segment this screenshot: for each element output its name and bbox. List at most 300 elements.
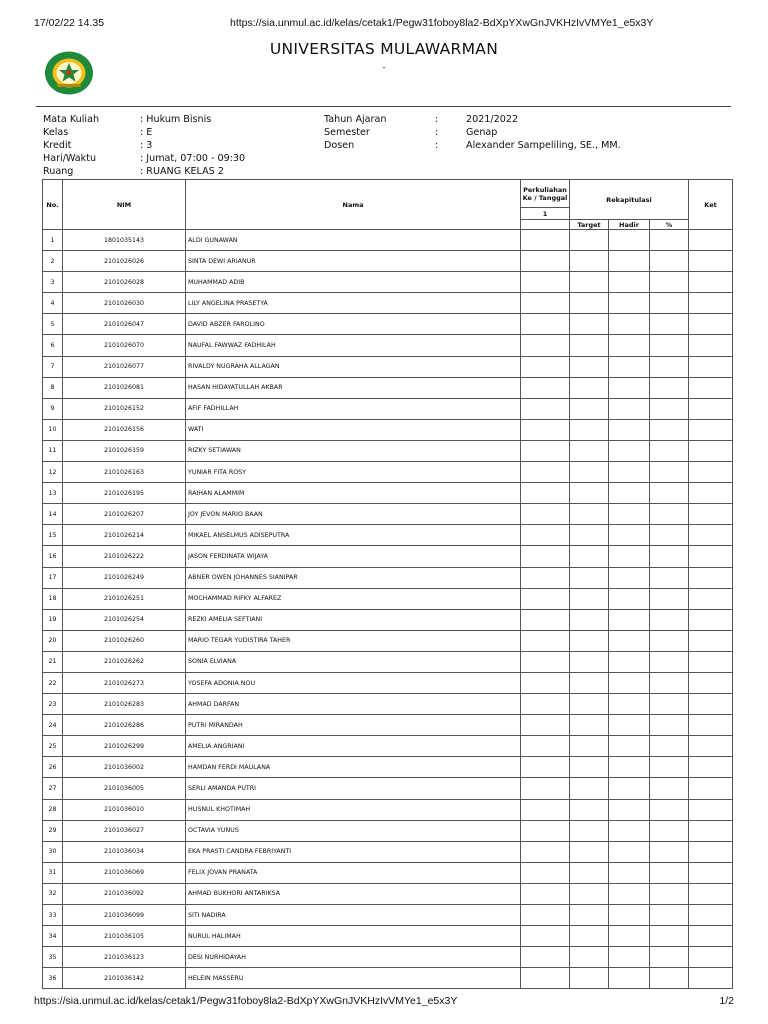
row-meeting-1 bbox=[521, 398, 570, 419]
row-ket bbox=[689, 799, 733, 820]
dosen-colon: : bbox=[435, 140, 439, 151]
info-row-1 bbox=[43, 114, 733, 127]
row-hadir bbox=[609, 926, 650, 947]
row-nim: 2101026028 bbox=[63, 272, 186, 293]
row-no: 32 bbox=[43, 883, 63, 904]
row-percent bbox=[650, 715, 689, 736]
row-meeting-1 bbox=[521, 546, 570, 567]
row-hadir bbox=[609, 335, 650, 356]
row-ket bbox=[689, 356, 733, 377]
table-row bbox=[43, 968, 733, 989]
row-nim: 2101026159 bbox=[63, 440, 186, 461]
row-nim: 2101036002 bbox=[63, 757, 186, 778]
row-ket bbox=[689, 483, 733, 504]
row-nama: HUSNUL KHOTIMAH bbox=[186, 799, 521, 820]
row-percent bbox=[650, 672, 689, 693]
header-ket: Ket bbox=[689, 180, 733, 230]
row-nama: MARIO TEGAR YUDISTIRA TAHER bbox=[186, 630, 521, 651]
row-no: 22 bbox=[43, 672, 63, 693]
row-ket bbox=[689, 525, 733, 546]
header-meeting-number: 1 bbox=[521, 208, 570, 220]
semester-label: Semester bbox=[324, 127, 370, 138]
row-nama: HAMDAN FERDI MAULANA bbox=[186, 757, 521, 778]
table-row bbox=[43, 905, 733, 926]
row-meeting-1 bbox=[521, 715, 570, 736]
row-percent bbox=[650, 883, 689, 904]
row-no: 29 bbox=[43, 820, 63, 841]
row-nama: NAUFAL FAWWAZ FADHILAH bbox=[186, 335, 521, 356]
row-nim: 2101026077 bbox=[63, 356, 186, 377]
row-nama: PUTRI MIRANDAH bbox=[186, 715, 521, 736]
row-no: 19 bbox=[43, 609, 63, 630]
row-nama: OCTAVIA YUNUS bbox=[186, 820, 521, 841]
row-target bbox=[570, 588, 609, 609]
row-no: 17 bbox=[43, 567, 63, 588]
row-ket bbox=[689, 335, 733, 356]
row-ket bbox=[689, 905, 733, 926]
row-nim: 2101026286 bbox=[63, 715, 186, 736]
row-ket bbox=[689, 251, 733, 272]
row-target bbox=[570, 377, 609, 398]
row-nama: AFIF FADHILLAH bbox=[186, 398, 521, 419]
row-nama: ALDI GUNAWAN bbox=[186, 230, 521, 251]
row-percent bbox=[650, 799, 689, 820]
tahun-ajaran-label: Tahun Ajaran bbox=[324, 114, 387, 125]
header-perkuliahan: Perkuliahan Ke / Tanggal bbox=[521, 180, 570, 208]
row-nama: WATI bbox=[186, 419, 521, 440]
row-meeting-1 bbox=[521, 377, 570, 398]
row-target bbox=[570, 841, 609, 862]
row-percent bbox=[650, 251, 689, 272]
row-hadir bbox=[609, 883, 650, 904]
row-ket bbox=[689, 630, 733, 651]
row-no: 21 bbox=[43, 651, 63, 672]
row-meeting-1 bbox=[521, 293, 570, 314]
row-nama: JOY JEVON MARIO BAAN bbox=[186, 504, 521, 525]
row-nim: 2101026207 bbox=[63, 504, 186, 525]
table-row bbox=[43, 335, 733, 356]
row-percent bbox=[650, 947, 689, 968]
page-number: 1/2 bbox=[719, 995, 734, 1007]
row-ket bbox=[689, 968, 733, 989]
mata-kuliah-label: Mata Kuliah bbox=[43, 114, 100, 125]
row-percent bbox=[650, 757, 689, 778]
row-percent bbox=[650, 609, 689, 630]
row-target bbox=[570, 905, 609, 926]
row-hadir bbox=[609, 567, 650, 588]
row-meeting-1 bbox=[521, 588, 570, 609]
row-meeting-1 bbox=[521, 968, 570, 989]
row-nim: 2101026260 bbox=[63, 630, 186, 651]
row-nim: 2101036034 bbox=[63, 841, 186, 862]
row-ket bbox=[689, 715, 733, 736]
row-no: 4 bbox=[43, 293, 63, 314]
table-row bbox=[43, 883, 733, 904]
row-percent bbox=[650, 398, 689, 419]
row-percent bbox=[650, 567, 689, 588]
row-target bbox=[570, 398, 609, 419]
row-percent bbox=[650, 504, 689, 525]
row-target bbox=[570, 778, 609, 799]
row-no: 34 bbox=[43, 926, 63, 947]
info-row-3 bbox=[43, 140, 733, 153]
tahun-ajaran-value: 2021/2022 bbox=[466, 114, 519, 125]
row-no: 10 bbox=[43, 419, 63, 440]
table-row bbox=[43, 546, 733, 567]
row-nama: SONIA ELVIANA bbox=[186, 651, 521, 672]
header-percent: % bbox=[650, 220, 689, 230]
row-nama: HELEIN MASSERU bbox=[186, 968, 521, 989]
row-ket bbox=[689, 293, 733, 314]
row-no: 2 bbox=[43, 251, 63, 272]
row-hadir bbox=[609, 630, 650, 651]
kredit-value: : 3 bbox=[140, 140, 153, 151]
row-target bbox=[570, 525, 609, 546]
table-row bbox=[43, 672, 733, 693]
row-nama: FELIX JOVAN PRANATA bbox=[186, 862, 521, 883]
row-no: 9 bbox=[43, 398, 63, 419]
semester-value: Genap bbox=[466, 127, 498, 138]
row-percent bbox=[650, 736, 689, 757]
row-target bbox=[570, 230, 609, 251]
hari-waktu-value: : Jumat, 07:00 - 09:30 bbox=[140, 153, 246, 164]
row-nim: 2101026251 bbox=[63, 588, 186, 609]
row-percent bbox=[650, 314, 689, 335]
row-target bbox=[570, 799, 609, 820]
row-meeting-1 bbox=[521, 926, 570, 947]
row-target bbox=[570, 567, 609, 588]
row-hadir bbox=[609, 905, 650, 926]
row-hadir bbox=[609, 588, 650, 609]
row-percent bbox=[650, 820, 689, 841]
row-no: 20 bbox=[43, 630, 63, 651]
attendance-rows bbox=[43, 230, 733, 989]
table-row bbox=[43, 799, 733, 820]
row-no: 5 bbox=[43, 314, 63, 335]
row-nim: 2101036069 bbox=[63, 862, 186, 883]
table-row bbox=[43, 820, 733, 841]
row-meeting-1 bbox=[521, 356, 570, 377]
row-ket bbox=[689, 694, 733, 715]
table-row bbox=[43, 841, 733, 862]
row-no: 11 bbox=[43, 440, 63, 461]
row-nim: 2101036123 bbox=[63, 947, 186, 968]
row-ket bbox=[689, 778, 733, 799]
row-percent bbox=[650, 419, 689, 440]
row-ket bbox=[689, 398, 733, 419]
row-nama: AHMAD BUKHORI ANTARIKSA bbox=[186, 883, 521, 904]
row-meeting-1 bbox=[521, 504, 570, 525]
row-ket bbox=[689, 567, 733, 588]
row-nama: SINTA DEWI ARIANUR bbox=[186, 251, 521, 272]
row-meeting-1 bbox=[521, 841, 570, 862]
row-meeting-1 bbox=[521, 651, 570, 672]
row-target bbox=[570, 335, 609, 356]
row-hadir bbox=[609, 483, 650, 504]
row-target bbox=[570, 546, 609, 567]
row-no: 1 bbox=[43, 230, 63, 251]
row-percent bbox=[650, 335, 689, 356]
kelas-label: Kelas bbox=[43, 127, 69, 138]
row-percent bbox=[650, 968, 689, 989]
row-meeting-1 bbox=[521, 483, 570, 504]
row-nim: 2101026030 bbox=[63, 293, 186, 314]
row-nama: MIKAEL ANSELMUS ADISEPUTRA bbox=[186, 525, 521, 546]
row-nama: ABNER OWEN JOHANNES SIANIPAR bbox=[186, 567, 521, 588]
row-percent bbox=[650, 694, 689, 715]
row-target bbox=[570, 440, 609, 461]
row-ket bbox=[689, 736, 733, 757]
row-hadir bbox=[609, 462, 650, 483]
table-row bbox=[43, 377, 733, 398]
dosen-value: Alexander Sampeliling, SE., MM. bbox=[466, 140, 621, 151]
row-target bbox=[570, 504, 609, 525]
row-meeting-1 bbox=[521, 799, 570, 820]
info-row-2 bbox=[43, 127, 733, 140]
table-row bbox=[43, 398, 733, 419]
row-target bbox=[570, 736, 609, 757]
row-percent bbox=[650, 778, 689, 799]
table-row bbox=[43, 230, 733, 251]
row-target bbox=[570, 820, 609, 841]
row-nama: RAIHAN ALAMMIM bbox=[186, 483, 521, 504]
dosen-label: Dosen bbox=[324, 140, 355, 151]
table-row bbox=[43, 272, 733, 293]
row-meeting-1 bbox=[521, 272, 570, 293]
row-meeting-1 bbox=[521, 440, 570, 461]
row-hadir bbox=[609, 230, 650, 251]
row-hadir bbox=[609, 546, 650, 567]
table-row bbox=[43, 356, 733, 377]
row-nama: SITI NADIRA bbox=[186, 905, 521, 926]
row-ket bbox=[689, 462, 733, 483]
row-nim: 2101026214 bbox=[63, 525, 186, 546]
row-ket bbox=[689, 862, 733, 883]
info-row-5 bbox=[43, 166, 733, 179]
row-no: 33 bbox=[43, 905, 63, 926]
row-no: 36 bbox=[43, 968, 63, 989]
row-meeting-1 bbox=[521, 778, 570, 799]
row-no: 14 bbox=[43, 504, 63, 525]
row-nama: RIZKY SETIAWAN bbox=[186, 440, 521, 461]
print-header bbox=[34, 17, 734, 31]
row-nim: 2101026254 bbox=[63, 609, 186, 630]
table-row bbox=[43, 778, 733, 799]
row-nama: AHMAD DARFAN bbox=[186, 694, 521, 715]
row-nama: DAVID ABZER FAROLINO bbox=[186, 314, 521, 335]
row-hadir bbox=[609, 440, 650, 461]
row-ket bbox=[689, 588, 733, 609]
table-row bbox=[43, 251, 733, 272]
row-nama: LILY ANGELINA PRASETYA bbox=[186, 293, 521, 314]
info-row-4 bbox=[43, 153, 733, 166]
row-nama: JASON FERDINATA WIJAYA bbox=[186, 546, 521, 567]
row-nim: 1801035143 bbox=[63, 230, 186, 251]
row-percent bbox=[650, 926, 689, 947]
row-nim: 2101026163 bbox=[63, 462, 186, 483]
row-ket bbox=[689, 272, 733, 293]
row-nama: AMELIA ANGRIANI bbox=[186, 736, 521, 757]
row-ket bbox=[689, 419, 733, 440]
print-date: 17/02/22 14.35 bbox=[34, 17, 105, 29]
row-meeting-1 bbox=[521, 736, 570, 757]
header-no: No. bbox=[43, 180, 63, 230]
row-no: 35 bbox=[43, 947, 63, 968]
row-target bbox=[570, 757, 609, 778]
row-percent bbox=[650, 841, 689, 862]
row-ket bbox=[689, 883, 733, 904]
row-hadir bbox=[609, 419, 650, 440]
row-nim: 2101036099 bbox=[63, 905, 186, 926]
row-target bbox=[570, 715, 609, 736]
table-row bbox=[43, 588, 733, 609]
row-nim: 2101036005 bbox=[63, 778, 186, 799]
row-meeting-1 bbox=[521, 567, 570, 588]
row-nama: SERLI AMANDA PUTRI bbox=[186, 778, 521, 799]
row-ket bbox=[689, 672, 733, 693]
table-row bbox=[43, 651, 733, 672]
table-row bbox=[43, 462, 733, 483]
row-hadir bbox=[609, 672, 650, 693]
table-row bbox=[43, 440, 733, 461]
row-target bbox=[570, 926, 609, 947]
row-ket bbox=[689, 440, 733, 461]
row-percent bbox=[650, 230, 689, 251]
row-nim: 2101036027 bbox=[63, 820, 186, 841]
row-meeting-1 bbox=[521, 251, 570, 272]
row-percent bbox=[650, 293, 689, 314]
attendance-table bbox=[42, 179, 733, 989]
row-nama: REZKI AMELIA SEFTIANI bbox=[186, 609, 521, 630]
row-target bbox=[570, 419, 609, 440]
row-percent bbox=[650, 905, 689, 926]
header-divider bbox=[36, 106, 731, 107]
row-ket bbox=[689, 314, 733, 335]
row-hadir bbox=[609, 778, 650, 799]
row-target bbox=[570, 609, 609, 630]
row-meeting-1 bbox=[521, 862, 570, 883]
row-nim: 2101026249 bbox=[63, 567, 186, 588]
row-hadir bbox=[609, 757, 650, 778]
row-nim: 2101036142 bbox=[63, 968, 186, 989]
row-target bbox=[570, 672, 609, 693]
header-nim: NIM bbox=[63, 180, 186, 230]
row-meeting-1 bbox=[521, 820, 570, 841]
row-hadir bbox=[609, 862, 650, 883]
row-meeting-1 bbox=[521, 905, 570, 926]
row-meeting-1 bbox=[521, 947, 570, 968]
row-nim: 2101026195 bbox=[63, 483, 186, 504]
row-meeting-1 bbox=[521, 672, 570, 693]
row-nama: MOCHAMMAD RIFKY ALFAREZ bbox=[186, 588, 521, 609]
row-hadir bbox=[609, 651, 650, 672]
mata-kuliah-value: : Hukum Bisnis bbox=[140, 114, 212, 125]
row-hadir bbox=[609, 314, 650, 335]
row-target bbox=[570, 251, 609, 272]
course-info bbox=[43, 114, 733, 179]
row-ket bbox=[689, 841, 733, 862]
ruang-value: : RUANG KELAS 2 bbox=[140, 166, 224, 177]
table-row bbox=[43, 947, 733, 968]
row-target bbox=[570, 694, 609, 715]
row-nim: 2101026283 bbox=[63, 694, 186, 715]
row-hadir bbox=[609, 272, 650, 293]
header-nama: Nama bbox=[186, 180, 521, 230]
table-row bbox=[43, 567, 733, 588]
row-nim: 2101026222 bbox=[63, 546, 186, 567]
print-footer bbox=[34, 995, 734, 1009]
table-row bbox=[43, 314, 733, 335]
row-nama: NURUL HALIMAH bbox=[186, 926, 521, 947]
row-ket bbox=[689, 820, 733, 841]
row-nim: 2101026026 bbox=[63, 251, 186, 272]
row-ket bbox=[689, 609, 733, 630]
row-meeting-1 bbox=[521, 694, 570, 715]
row-hadir bbox=[609, 356, 650, 377]
row-nama: RIVALDY NUGRAHA ALLAGAN bbox=[186, 356, 521, 377]
row-ket bbox=[689, 947, 733, 968]
row-no: 13 bbox=[43, 483, 63, 504]
row-ket bbox=[689, 504, 733, 525]
row-no: 12 bbox=[43, 462, 63, 483]
row-percent bbox=[650, 377, 689, 398]
hari-waktu-label: Hari/Waktu bbox=[43, 153, 97, 164]
title-block bbox=[0, 40, 768, 73]
footer-url[interactable]: https://sia.unmul.ac.id/kelas/cetak1/Pegw31foboy8la2-BdXpYXwGnJVKHzIvVMYe1_e5x3Y bbox=[34, 995, 458, 1007]
row-percent bbox=[650, 356, 689, 377]
table-row bbox=[43, 862, 733, 883]
row-meeting-1 bbox=[521, 419, 570, 440]
header-meeting-cell bbox=[521, 220, 570, 230]
row-nim: 2101026047 bbox=[63, 314, 186, 335]
table-row bbox=[43, 757, 733, 778]
table-row bbox=[43, 609, 733, 630]
table-row bbox=[43, 504, 733, 525]
row-target bbox=[570, 883, 609, 904]
row-nim: 2101036010 bbox=[63, 799, 186, 820]
row-percent bbox=[650, 462, 689, 483]
university-name: UNIVERSITAS MULAWARMAN bbox=[269, 40, 499, 58]
row-no: 18 bbox=[43, 588, 63, 609]
header-rekapitulasi: Rekapitulasi bbox=[570, 180, 689, 220]
row-target bbox=[570, 968, 609, 989]
row-nim: 2101026299 bbox=[63, 736, 186, 757]
row-ket bbox=[689, 926, 733, 947]
table-row bbox=[43, 419, 733, 440]
print-url[interactable]: https://sia.unmul.ac.id/kelas/cetak1/Pegw31foboy8la2-BdXpYXwGnJVKHzIvVMYe1_e5x3Y bbox=[230, 17, 654, 29]
row-target bbox=[570, 630, 609, 651]
row-percent bbox=[650, 588, 689, 609]
row-nim: 2101026273 bbox=[63, 672, 186, 693]
row-meeting-1 bbox=[521, 230, 570, 251]
table-row bbox=[43, 694, 733, 715]
row-hadir bbox=[609, 947, 650, 968]
row-no: 31 bbox=[43, 862, 63, 883]
row-percent bbox=[650, 546, 689, 567]
row-nim: 2101036105 bbox=[63, 926, 186, 947]
row-target bbox=[570, 947, 609, 968]
row-no: 26 bbox=[43, 757, 63, 778]
row-target bbox=[570, 272, 609, 293]
row-hadir bbox=[609, 504, 650, 525]
row-no: 30 bbox=[43, 841, 63, 862]
table-row bbox=[43, 483, 733, 504]
row-meeting-1 bbox=[521, 462, 570, 483]
university-subtitle: - bbox=[382, 63, 386, 73]
row-hadir bbox=[609, 968, 650, 989]
header-target: Target bbox=[570, 220, 609, 230]
row-no: 24 bbox=[43, 715, 63, 736]
